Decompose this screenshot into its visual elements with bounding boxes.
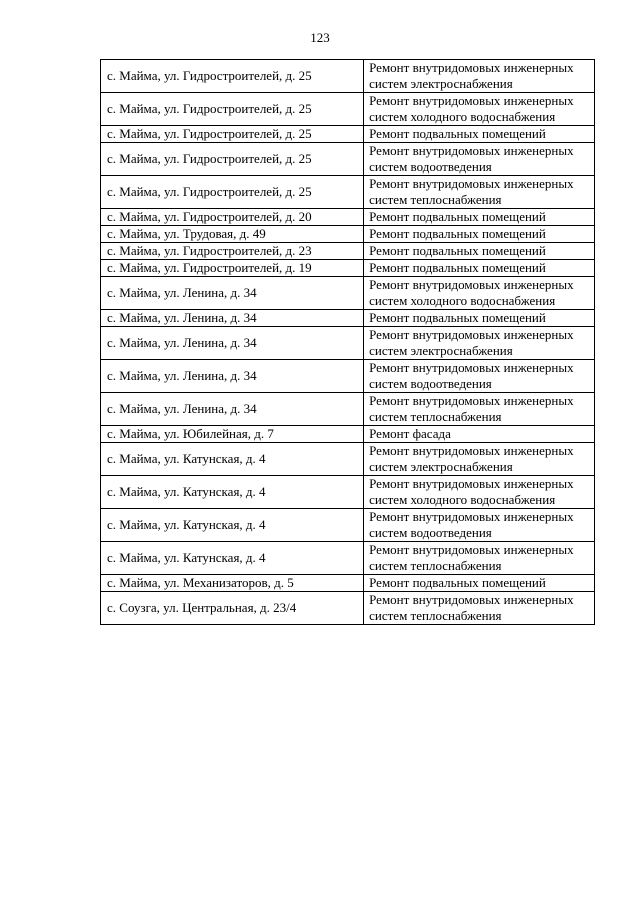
work-type-cell: Ремонт подвальных помещений — [364, 126, 595, 143]
work-type-cell: Ремонт подвальных помещений — [364, 575, 595, 592]
address-cell: с. Майма, ул. Гидростроителей, д. 19 — [101, 260, 364, 277]
work-type-cell: Ремонт подвальных помещений — [364, 310, 595, 327]
table-row — [101, 327, 595, 360]
address-cell: с. Майма, ул. Гидростроителей, д. 25 — [101, 126, 364, 143]
work-type-cell: Ремонт подвальных помещений — [364, 226, 595, 243]
table-row — [101, 592, 595, 625]
address-cell: с. Майма, ул. Гидростроителей, д. 25 — [101, 93, 364, 126]
address-cell: с. Майма, ул. Ленина, д. 34 — [101, 360, 364, 393]
work-type-cell: Ремонт внутридомовых инженерных систем холодного водоснабжения — [364, 277, 595, 310]
table-row — [101, 277, 595, 310]
table-row — [101, 360, 595, 393]
work-type-cell: Ремонт внутридомовых инженерных систем электроснабжения — [364, 327, 595, 360]
address-cell: с. Майма, ул. Катунская, д. 4 — [101, 443, 364, 476]
address-cell: с. Майма, ул. Ленина, д. 34 — [101, 277, 364, 310]
work-type-cell: Ремонт подвальных помещений — [364, 260, 595, 277]
address-cell: с. Майма, ул. Гидростроителей, д. 25 — [101, 60, 364, 93]
work-type-cell: Ремонт подвальных помещений — [364, 243, 595, 260]
address-cell: с. Майма, ул. Катунская, д. 4 — [101, 509, 364, 542]
work-type-cell: Ремонт внутридомовых инженерных систем теплоснабжения — [364, 542, 595, 575]
table-body — [101, 60, 595, 625]
repair-works-table — [100, 59, 595, 625]
address-cell: с. Соузга, ул. Центральная, д. 23/4 — [101, 592, 364, 625]
work-type-cell: Ремонт внутридомовых инженерных систем холодного водоснабжения — [364, 93, 595, 126]
table-row — [101, 575, 595, 592]
table-row — [101, 93, 595, 126]
work-type-cell: Ремонт внутридомовых инженерных систем водоотведения — [364, 509, 595, 542]
table-row — [101, 243, 595, 260]
table-row — [101, 310, 595, 327]
work-type-cell: Ремонт подвальных помещений — [364, 209, 595, 226]
work-type-cell: Ремонт внутридомовых инженерных систем водоотведения — [364, 360, 595, 393]
table-row — [101, 476, 595, 509]
table-row — [101, 260, 595, 277]
work-type-cell: Ремонт внутридомовых инженерных систем холодного водоснабжения — [364, 476, 595, 509]
table-row — [101, 60, 595, 93]
table-row — [101, 209, 595, 226]
address-cell: с. Майма, ул. Ленина, д. 34 — [101, 310, 364, 327]
work-type-cell: Ремонт внутридомовых инженерных систем теплоснабжения — [364, 592, 595, 625]
table-row — [101, 426, 595, 443]
page-number: 123 — [310, 30, 330, 45]
address-cell: с. Майма, ул. Механизаторов, д. 5 — [101, 575, 364, 592]
table-row — [101, 393, 595, 426]
address-cell: с. Майма, ул. Ленина, д. 34 — [101, 393, 364, 426]
work-type-cell: Ремонт фасада — [364, 426, 595, 443]
table-row — [101, 176, 595, 209]
work-type-cell: Ремонт внутридомовых инженерных систем водоотведения — [364, 143, 595, 176]
work-type-cell: Ремонт внутридомовых инженерных систем теплоснабжения — [364, 176, 595, 209]
address-cell: с. Майма, ул. Ленина, д. 34 — [101, 327, 364, 360]
address-cell: с. Майма, ул. Гидростроителей, д. 25 — [101, 176, 364, 209]
table-row — [101, 443, 595, 476]
address-cell: с. Майма, ул. Катунская, д. 4 — [101, 476, 364, 509]
table-row — [101, 126, 595, 143]
work-type-cell: Ремонт внутридомовых инженерных систем электроснабжения — [364, 60, 595, 93]
table-row — [101, 509, 595, 542]
work-type-cell: Ремонт внутридомовых инженерных систем теплоснабжения — [364, 393, 595, 426]
table-row — [101, 143, 595, 176]
address-cell: с. Майма, ул. Катунская, д. 4 — [101, 542, 364, 575]
address-cell: с. Майма, ул. Гидростроителей, д. 23 — [101, 243, 364, 260]
work-type-cell: Ремонт внутридомовых инженерных систем электроснабжения — [364, 443, 595, 476]
address-cell: с. Майма, ул. Юбилейная, д. 7 — [101, 426, 364, 443]
address-cell: с. Майма, ул. Трудовая, д. 49 — [101, 226, 364, 243]
table-row — [101, 542, 595, 575]
address-cell: с. Майма, ул. Гидростроителей, д. 25 — [101, 143, 364, 176]
table-row — [101, 226, 595, 243]
address-cell: с. Майма, ул. Гидростроителей, д. 20 — [101, 209, 364, 226]
